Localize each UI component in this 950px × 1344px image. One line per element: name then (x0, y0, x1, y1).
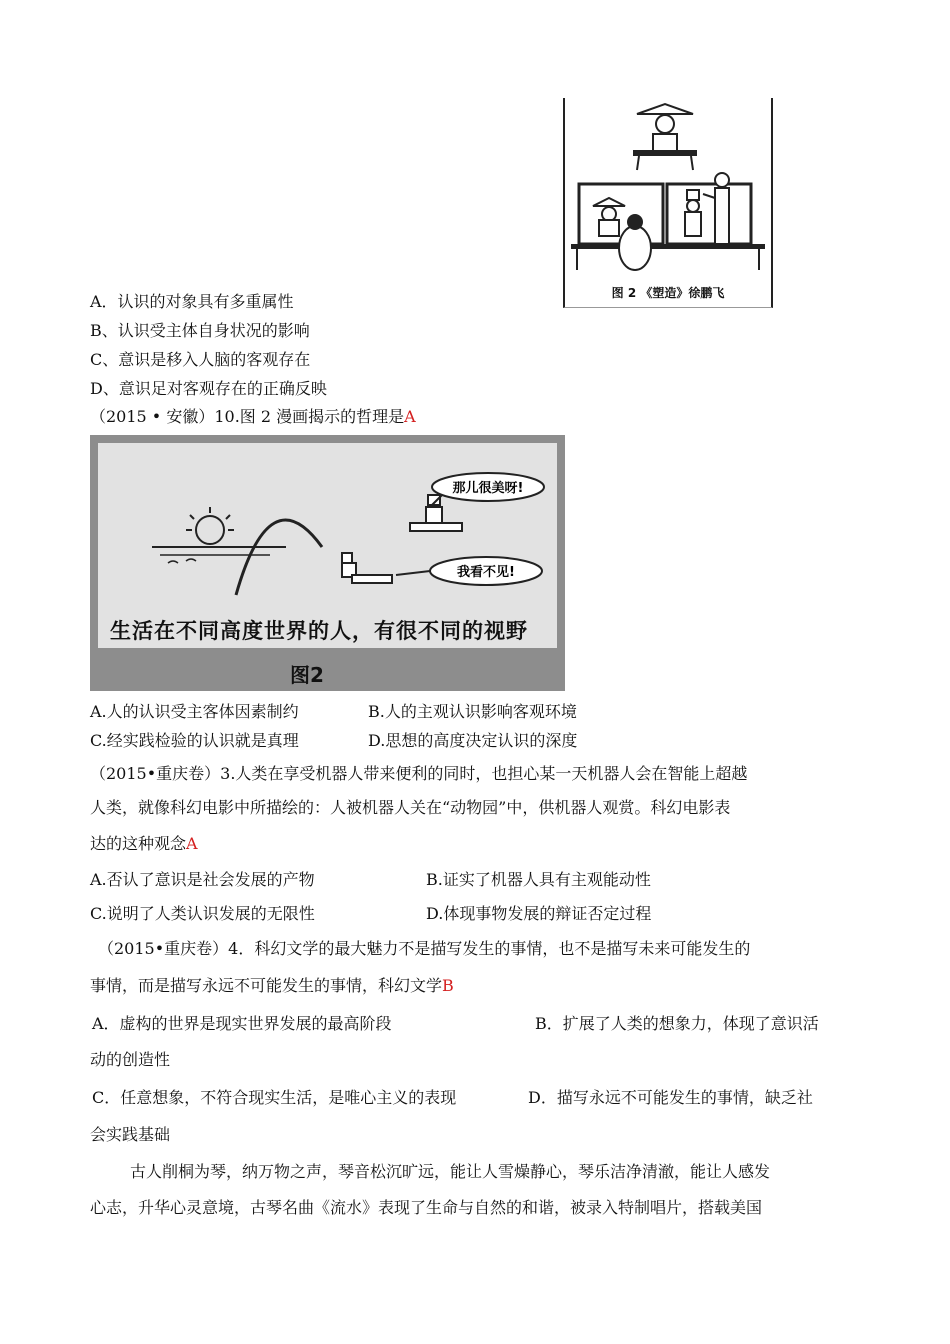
q4-option-d: D．描写永远不可能发生的事情，缺乏社 (528, 1088, 813, 1107)
q4-option-d-continued: 会实践基础 (90, 1125, 171, 1144)
passage-line-2: 心志，升华心灵意境，古琴名曲《流水》表现了生命与自然的和谐，被录入特制唱片，搭载美国 (90, 1198, 763, 1217)
q3-option-a: A.否认了意识是社会发展的产物 (90, 870, 315, 889)
q2-option-a: A.人的认识受主客体因素制约 (90, 702, 299, 721)
cartoon-figure-label: 图2 (290, 663, 324, 687)
q4-stem-text: 事情，而是描写永远不可能发生的事情，科幻文学 (90, 976, 443, 995)
figure-caption: 图 2 《塑造》徐鹏飞 (611, 286, 725, 300)
cartoon-drawing (90, 435, 565, 691)
q3-stem-line-2: 人类，就像科幻电影中所描绘的：人被机器人关在“动物园”中，供机器人观赏。科幻电影表 (90, 798, 731, 817)
q3-stem-text: 达的这种观念 (90, 834, 187, 853)
q4-option-a: A．虚构的世界是现实世界发展的最高阶段 (92, 1014, 392, 1033)
q3-stem-line-1: （2015•重庆卷）3.人类在享受机器人带来便利的同时，也担心某一天机器人会在智能上超越 (90, 764, 748, 783)
q3-option-b: B.证实了机器人具有主观能动性 (426, 870, 651, 889)
speech-bubble-top: 那儿很美呀! (452, 481, 524, 496)
q4-option-b: B．扩展了人类的想象力，体现了意识活 (535, 1014, 819, 1033)
q3-answer: A (186, 834, 198, 853)
q1-option-c: C、意识是移入人脑的客观存在 (90, 350, 311, 369)
cartoon-figure-shaping (563, 98, 773, 308)
q1-option-d: D、意识足对客观存在的正确反映 (90, 379, 327, 398)
passage-line-1: 古人削桐为琴，纳万物之声，琴音松沉旷远，能让人雪燥静心，琴乐洁净清澈，能让人感发 (130, 1162, 771, 1181)
q4-option-b-continued: 动的创造性 (90, 1050, 171, 1069)
q1-option-a: A．认识的对象具有多重属性 (90, 292, 294, 311)
q2-answer: A (404, 407, 416, 426)
cartoon-slogan: 生活在不同高度世界的人，有很不同的视野 (110, 619, 528, 643)
q2-stem-text: （2015 • 安徽）10.图 2 漫画揭示的哲理是 (90, 407, 405, 426)
q2-option-d: D.思想的高度决定认识的深度 (368, 731, 578, 750)
q4-stem-line-1: （2015•重庆卷）4．科幻文学的最大魅力不是描写发生的事情，也不是描写未来可能发生的 (98, 939, 751, 958)
q1-option-b: B、认识受主体自身状况的影响 (90, 321, 310, 340)
q2-option-b: B.人的主观认识影响客观环境 (368, 702, 577, 721)
q2-stem (90, 407, 416, 427)
q2-option-c: C.经实践检验的认识就是真理 (90, 731, 299, 750)
q4-option-c: C．任意想象，不符合现实生活，是唯心主义的表现 (92, 1088, 457, 1107)
cartoon-figure-vision (90, 435, 565, 691)
q4-stem-line-2 (90, 976, 454, 996)
speech-bubble-bottom: 我看不见! (457, 565, 515, 580)
q3-option-c: C.说明了人类认识发展的无限性 (90, 904, 315, 923)
q3-option-d: D.体现事物发展的辩证否定过程 (426, 904, 652, 923)
q3-stem-line-3 (90, 834, 198, 854)
cartoon-drawing (565, 98, 771, 308)
q4-answer: B (442, 976, 454, 995)
